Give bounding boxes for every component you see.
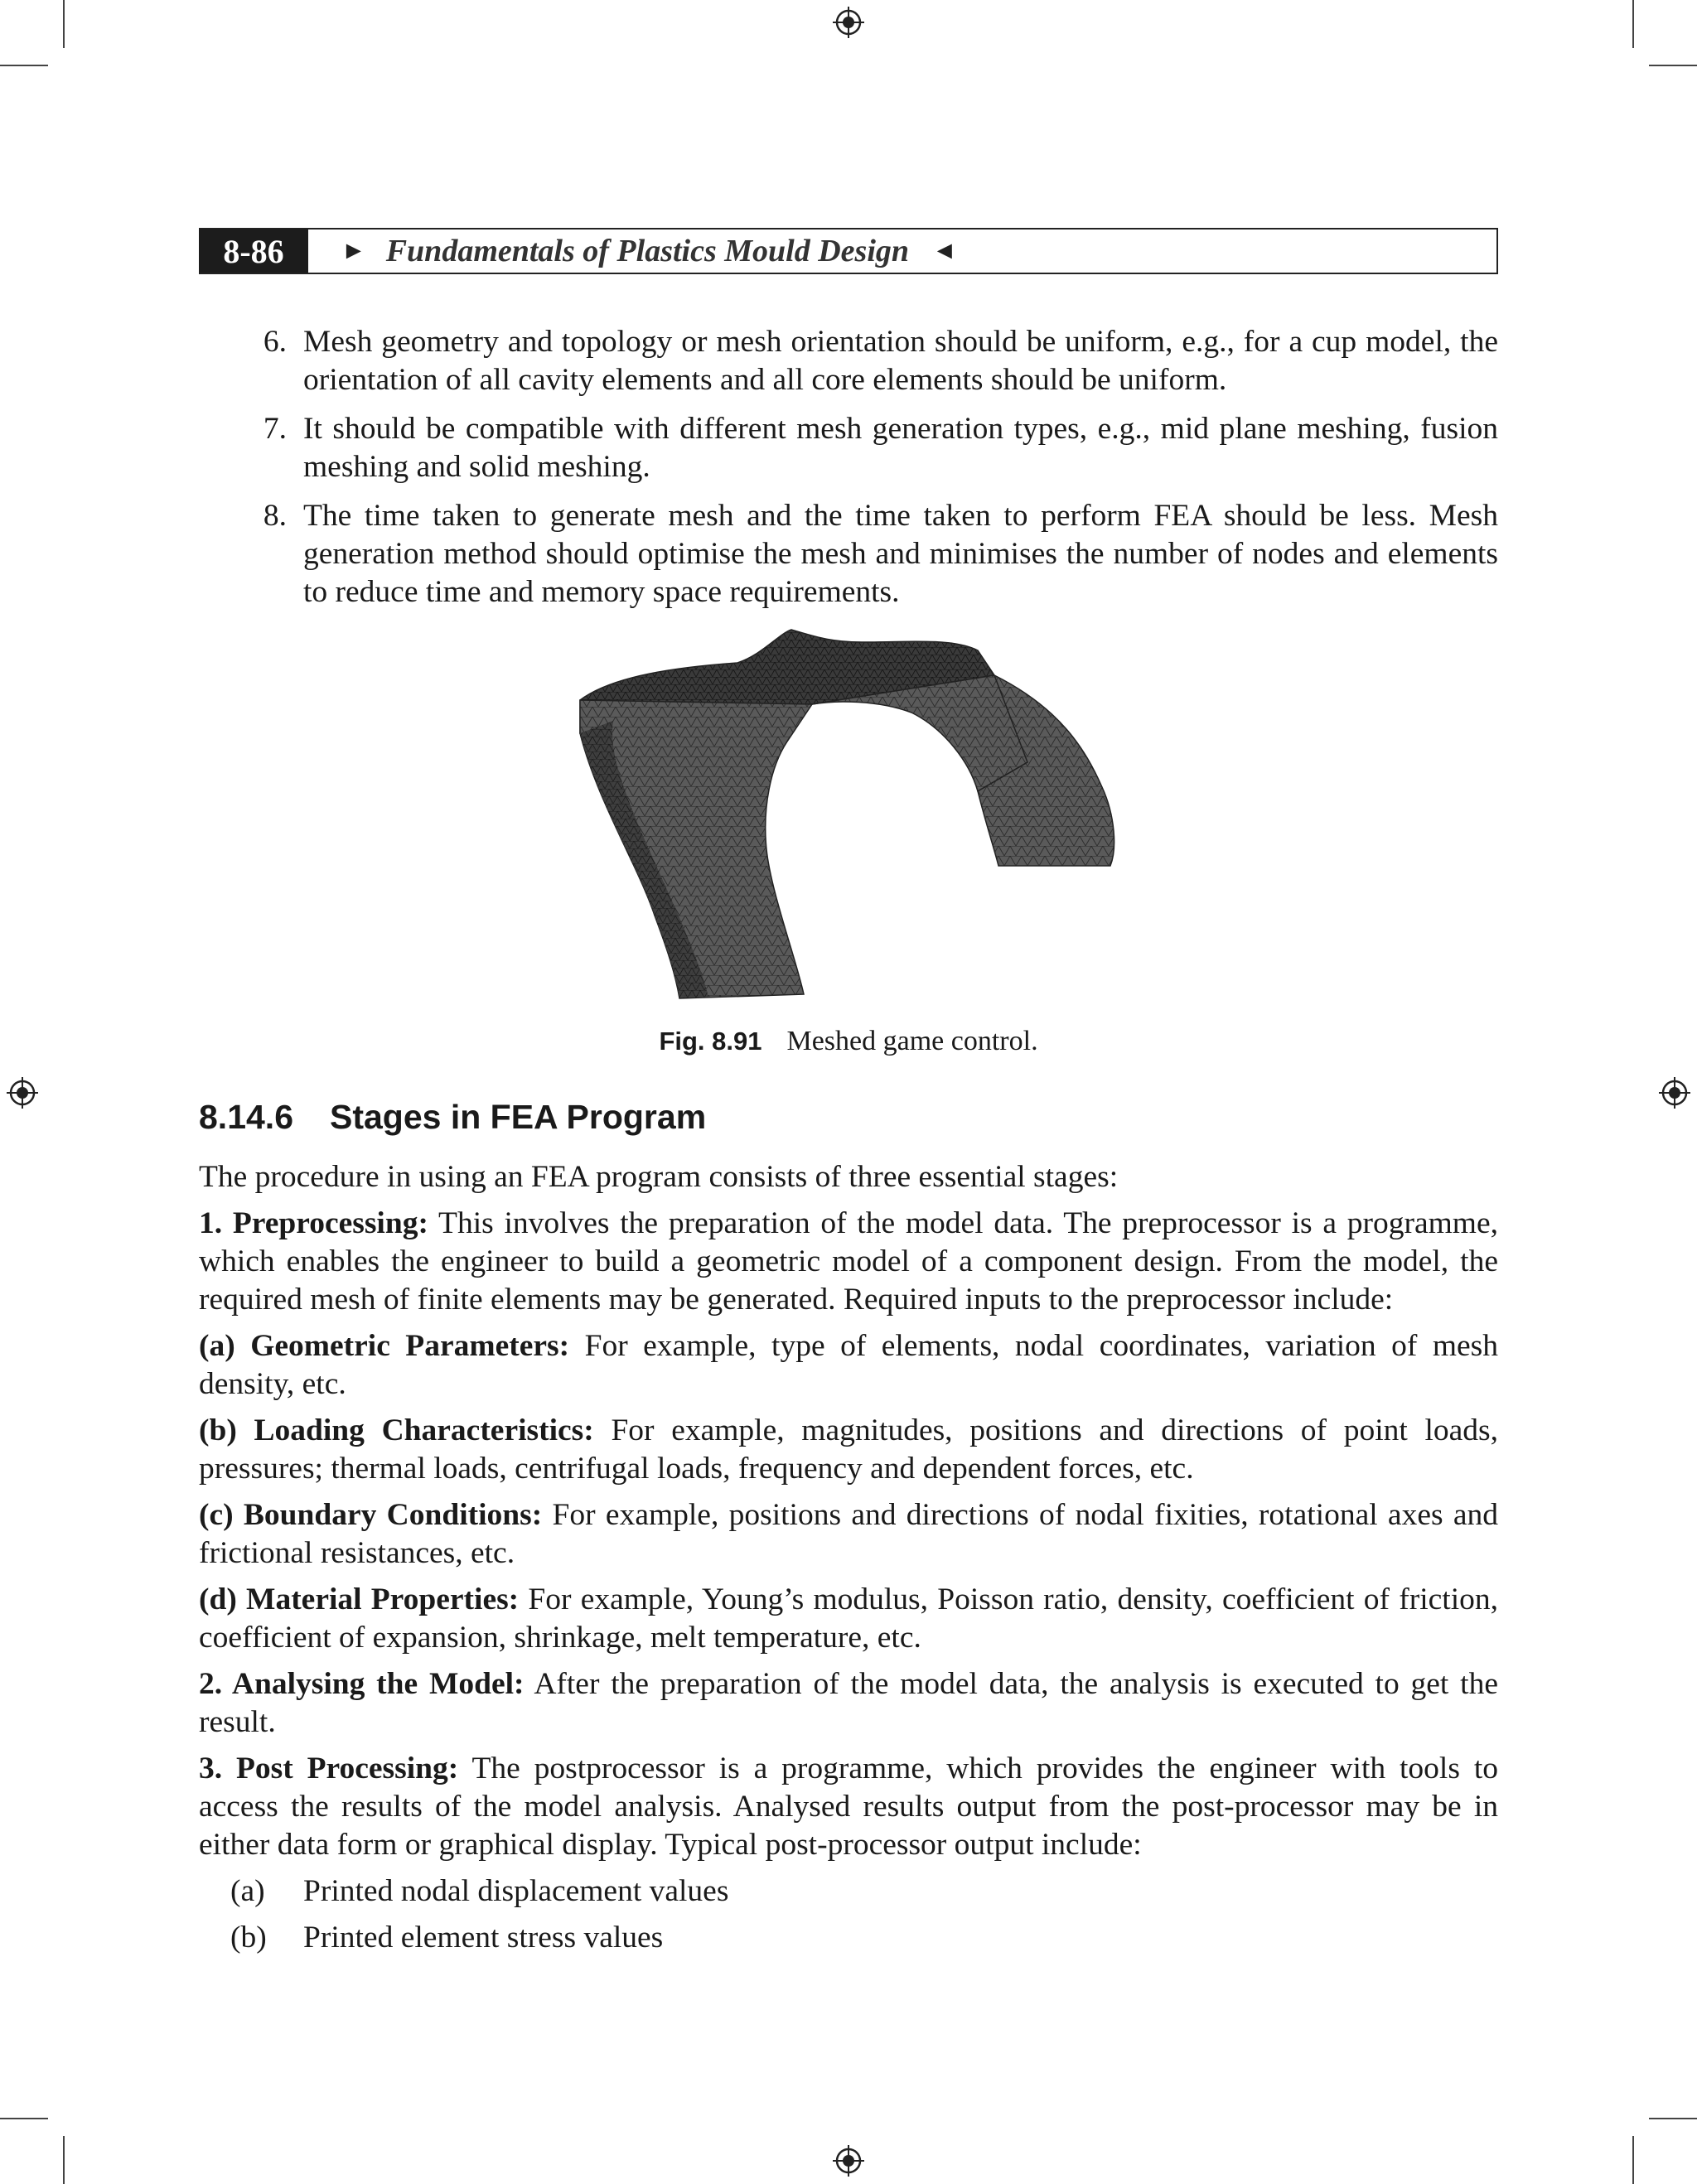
figure-caption-text: Meshed game control.	[786, 1026, 1038, 1056]
list-number: 7.	[263, 412, 287, 446]
stage-text: The postprocessor is a programme, which provides the engineer with tools to access the results of the model analysis. Analysed results output from the post-processor may be in either data form or graphical display. Typical post-processor output include:	[199, 1752, 1498, 1862]
stage-label: 2. Analysing the Model:	[199, 1667, 525, 1701]
crop-mark	[1632, 2136, 1634, 2184]
arrow-right-icon: ►	[341, 237, 366, 264]
list-text: Mesh geometry and topology or mesh orientation should be uniform, e.g., for a cup model, the orientation of all cavity elements and all core elements should be uniform.	[303, 325, 1498, 397]
list-text: The time taken to generate mesh and the time taken to perform FEA should be less. Mesh generation method should optimise the mesh and minimises the number of nodes and elements to reduce time and memory space requirements.	[303, 499, 1498, 609]
arrow-left-icon: ◄	[932, 237, 957, 264]
input-text: For example, type of elements, nodal coordinates, variation of mesh density, etc.	[199, 1329, 1499, 1401]
intro-paragraph: The procedure in using an FEA program consists of three essential stages:	[199, 1160, 1119, 1194]
crop-mark	[0, 2118, 48, 2119]
book-title: Fundamentals of Plastics Mould Design	[385, 234, 910, 268]
stage-label: 1. Preprocessing:	[199, 1206, 428, 1240]
list-text: It should be compatible with different mesh generation types, e.g., mid plane meshing, fusion meshing and solid meshing.	[303, 412, 1498, 484]
input-label: (c) Boundary Conditions:	[199, 1498, 543, 1532]
figure-label: Fig. 8.91	[659, 1027, 762, 1056]
registration-mark-icon	[833, 2145, 864, 2177]
section-title: Stages in FEA Program	[330, 1098, 707, 1136]
list-text: Printed nodal displacement values	[303, 1874, 729, 1908]
running-header	[199, 228, 1498, 274]
registration-mark-icon	[7, 1077, 38, 1109]
figure-caption	[0, 1026, 1697, 1057]
list-item	[199, 323, 1498, 399]
output-list	[199, 1872, 1498, 1957]
stage-paragraph	[199, 1750, 1498, 1864]
crop-mark	[1632, 0, 1634, 48]
input-paragraph	[199, 1327, 1498, 1404]
stage-label: 3. Post Processing:	[199, 1752, 459, 1785]
input-label: (b) Loading Characteristics:	[199, 1413, 594, 1447]
crop-mark	[63, 2136, 65, 2184]
crop-mark	[1649, 2118, 1697, 2119]
crop-mark	[1649, 65, 1697, 66]
list-item	[199, 1872, 1498, 1911]
input-paragraph	[199, 1581, 1498, 1657]
input-text: For example, positions and directions of nodal fixities, rotational axes and frictional resistances, etc.	[199, 1498, 1498, 1570]
list-number: 6.	[263, 325, 287, 359]
crop-mark	[0, 65, 48, 66]
list-label: (b)	[230, 1921, 267, 1954]
numbered-list	[199, 323, 1498, 622]
input-label: (a) Geometric Parameters:	[199, 1329, 570, 1363]
crop-mark	[63, 0, 65, 48]
input-text: For example, Young’s modulus, Poisson ratio, density, coefficient of friction, coefficient of expansion, shrinkage, melt temperature, etc.	[199, 1582, 1498, 1655]
registration-mark-icon	[1659, 1077, 1690, 1109]
section-body	[199, 1158, 1498, 1965]
registration-mark-icon	[833, 7, 864, 38]
meshed-game-control-figure	[563, 617, 1127, 1015]
list-text: Printed element stress values	[303, 1921, 664, 1954]
input-paragraph	[199, 1412, 1498, 1488]
section-heading	[199, 1098, 706, 1137]
list-number: 8.	[263, 499, 287, 533]
page-number: 8-86	[199, 230, 308, 273]
list-label: (a)	[230, 1874, 265, 1908]
list-item	[199, 410, 1498, 486]
section-number: 8.14.6	[199, 1098, 293, 1136]
input-text: For example, magnitudes, positions and directions of point loads, pressures; thermal loads, centrifugal loads, frequency and dependent forces, etc.	[199, 1413, 1498, 1486]
input-paragraph	[199, 1496, 1498, 1573]
stage-text: After the preparation of the model data, the analysis is executed to get the result.	[199, 1667, 1498, 1739]
stage-paragraph	[199, 1205, 1498, 1319]
list-item	[199, 1919, 1498, 1957]
list-item	[199, 497, 1498, 611]
input-label: (d) Material Properties:	[199, 1582, 520, 1616]
stage-paragraph	[199, 1665, 1498, 1742]
stage-text: This involves the preparation of the model data. The preprocessor is a programme, which enables the engineer to build a geometric model of a component design. From the model, the required mesh of finite elements may be generated. Required inputs to the preprocessor include:	[199, 1206, 1498, 1317]
